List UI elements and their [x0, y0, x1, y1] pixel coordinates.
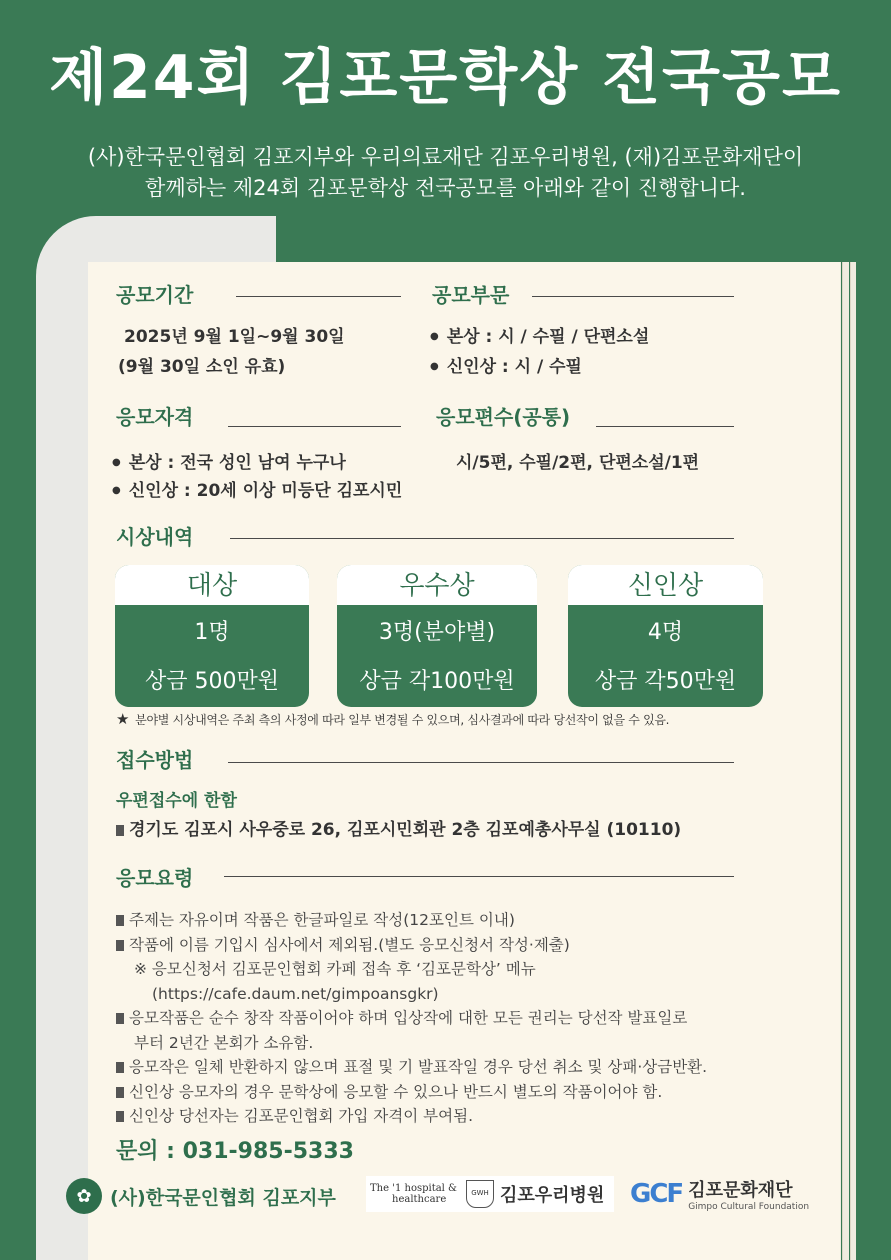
star-icon: ★ — [116, 710, 130, 728]
award-card-count: 3명(분야별) — [378, 620, 496, 645]
guide-heading: 응모요령 — [116, 866, 194, 890]
logo-writers-association — [66, 1178, 336, 1214]
square-bullet-icon — [116, 1013, 124, 1024]
square-bullet-icon — [116, 940, 124, 951]
square-bullet-icon — [116, 1111, 124, 1122]
org2-english-line: healthcare — [392, 1194, 447, 1205]
count-rule — [596, 426, 734, 427]
award-card-title: 신인상 — [568, 565, 763, 605]
count-text: 시/5편, 수필/2편, 단편소설/1편 — [456, 453, 700, 473]
org3-english: Gimpo Cultural Foundation — [688, 1202, 810, 1212]
logo-culture-foundation — [630, 1176, 809, 1212]
guide-item — [116, 1055, 707, 1080]
period-line-1: 2025년 9월 1일~9월 30일 — [124, 327, 345, 347]
eligibility-rule — [228, 426, 401, 427]
eligibility-heading: 응모자격 — [116, 405, 194, 429]
category-heading: 공모부문 — [432, 283, 510, 307]
intro-line-1: (사)한국문인협회 김포지부와 우리의료재단 김포우리병원, (재)김포문화재단이 — [87, 145, 804, 169]
org2-english — [370, 1183, 466, 1205]
contact-phone: 문의 : 031-985-5333 — [116, 1139, 354, 1164]
org2-english-line: The '1 hospital & — [370, 1183, 457, 1194]
category-item: ● 신인상 : 시 / 수필 — [430, 352, 582, 377]
guide-item-text: 응모작품은 순수 창작 작품이어야 하며 입상작에 대한 모든 권리는 당선작 발표일로 — [129, 1009, 688, 1027]
award-card-count: 4명 — [647, 620, 684, 645]
guide-rule — [224, 876, 734, 877]
award-card-grand — [115, 565, 309, 707]
submission-address: 경기도 김포시 사우중로 26, 김포시민회관 2층 김포예총사무실 (10110) — [129, 820, 682, 840]
guide-item — [116, 908, 707, 933]
guide-item-text: 신인상 당선자는 김포문인협회 가입 자격이 부여됨. — [129, 1107, 473, 1125]
period-rule — [236, 296, 401, 297]
square-bullet-icon — [116, 915, 124, 926]
submission-line-1: 우편접수에 한함 — [116, 791, 237, 811]
guide-item-text: 주제는 자유이며 작품은 한글파일로 작성(12포인트 이내) — [129, 911, 515, 929]
period-heading: 공모기간 — [116, 283, 194, 307]
org3-name: 김포문화재단 — [688, 1180, 793, 1201]
eligibility-item: ● 신인상 : 20세 이상 미등단 김포시민 — [112, 476, 402, 501]
square-bullet-icon — [116, 1087, 124, 1098]
category-item: ● 본상 : 시 / 수필 / 단편소설 — [430, 322, 649, 347]
award-card-prize: 상금 500만원 — [145, 669, 279, 694]
award-card-excellence — [337, 565, 537, 707]
category-rule — [532, 296, 734, 297]
poster-title: 제24회 김포문학상 전국공모 — [49, 43, 842, 113]
awards-note — [116, 710, 669, 728]
award-card-prize: 상금 각50만원 — [594, 669, 737, 694]
intro-line-2: 함께하는 제24회 김포문학상 전국공모를 아래와 같이 진행합니다. — [145, 176, 746, 200]
submission-line-2 — [116, 815, 681, 840]
guide-item — [116, 1006, 707, 1031]
period-line-2: (9월 30일 소인 유효) — [118, 357, 286, 377]
award-card-prize: 상금 각100만원 — [359, 669, 515, 694]
award-card-count: 1명 — [194, 620, 230, 645]
square-bullet-icon — [116, 1062, 124, 1073]
org1-name: (사)한국문인협회 김포지부 — [110, 1186, 336, 1209]
guide-item-continued: 부터 2년간 본회가 소유함. — [134, 1033, 314, 1052]
guide-subitem: ※ 응모신청서 김포문인협회 카페 접속 후 ‘김포문학상’ 메뉴 — [134, 960, 536, 978]
award-card-newcomer — [568, 565, 763, 707]
org2-name: 김포우리병원 — [500, 1185, 605, 1206]
logo-hospital — [366, 1176, 614, 1212]
awards-note-text: 분야별 시상내역은 주최 측의 사정에 따라 일부 변경될 수 있으며, 심사결과에 따라 당선작이 없을 수 있음. — [135, 713, 670, 727]
guide-url: (https://cafe.daum.net/gimpoansgkr) — [152, 984, 439, 1003]
guide-list — [116, 908, 707, 1129]
guide-item — [116, 1080, 707, 1105]
award-card-title: 우수상 — [337, 565, 537, 605]
guide-item-text: 신인상 응모자의 경우 문학상에 응모할 수 있으나 반드시 별도의 작품이어야 함. — [129, 1082, 663, 1101]
submission-heading: 접수방법 — [116, 748, 194, 772]
square-bullet-icon — [116, 825, 124, 836]
guide-item-text: 응모작은 일체 반환하지 않으며 표절 및 기 발표작일 경우 당선 취소 및 상패·상금반환. — [129, 1058, 708, 1076]
award-card-title: 대상 — [115, 565, 309, 605]
awards-heading: 시상내역 — [116, 525, 194, 549]
eligibility-item: ● 본상 : 전국 성인 남여 누구나 — [112, 448, 346, 473]
guide-item — [116, 933, 707, 958]
awards-rule — [230, 538, 734, 539]
count-heading: 응모편수(공통) — [436, 405, 571, 429]
writers-emblem-icon: ✿ — [66, 1178, 102, 1214]
guide-item-text: 작품에 이름 기입시 심사에서 제외됨.(별도 응모신청서 작성·제출) — [129, 935, 570, 954]
submission-rule — [228, 762, 734, 763]
guide-item — [116, 1104, 707, 1129]
gcf-logo-icon: GCF — [630, 1179, 683, 1209]
hospital-shield-icon: GWH — [466, 1180, 494, 1208]
